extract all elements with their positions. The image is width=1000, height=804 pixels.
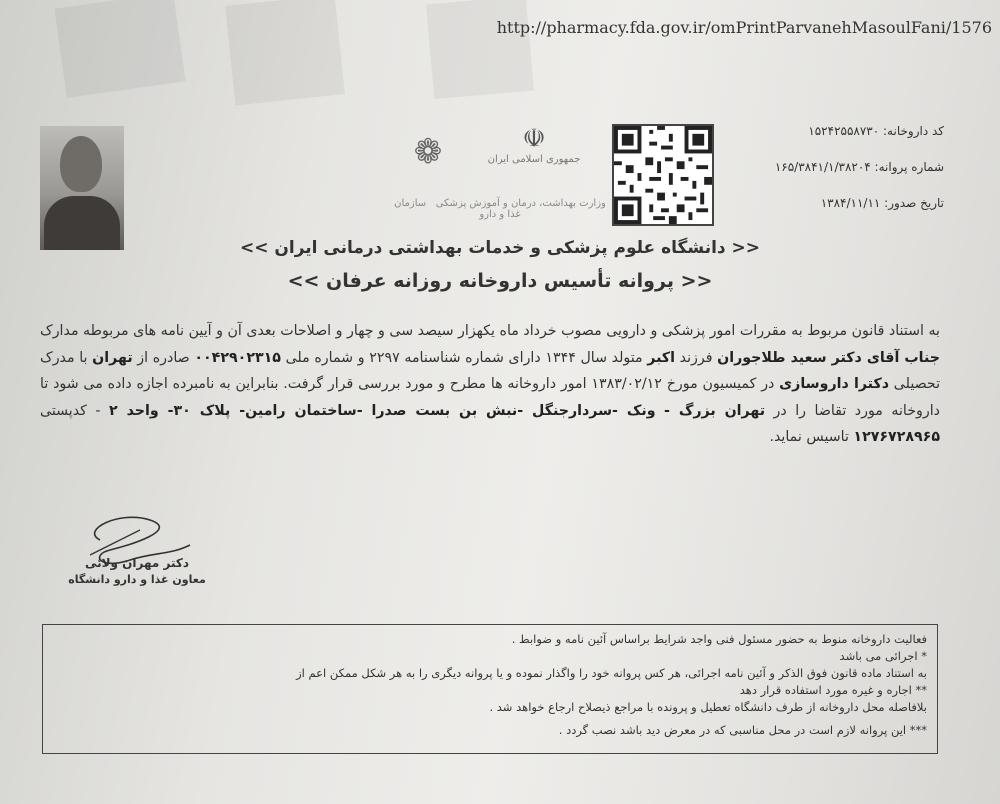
degree: دکترا داروسازی — [779, 376, 889, 393]
page-url: http://pharmacy.fda.gov.ir/omPrintParvanehMasoulFani/1576 — [496, 18, 992, 37]
portrait-photo — [40, 126, 124, 250]
tape-shadow — [54, 0, 185, 98]
license-body: به استناد قانون مربوط به مقررات امور پزشکی و دارویی مصوب خرداد ماه یکهزار سیصد سی و چهار و اصلاحات بعدی آن و آیین نامه های مربوطه مدارک جناب آقای دکتر سعید طلاجوران فرزند اکبر متولد سال ۱۳۴۴ دارای شماره شناسنامه ۲۲۹۷ و شماره ملی ۰۰۴۲۹۰۲۳۱۵ صادره از تهران با مدرک تحصیلی دکترا داروسازی در کمیسیون مورخ ۱۳۸۳/۰۲/۱۲ امور داروخانه ها مطرح و مورد بررسی قرار گرفت. بنابراین به نامبرده اجازه داده می شود تا داروخانه مورد تقاضا را در تهران بزرگ - ونک -سردارجنگل -نبش بن بست صدرا -ساختمان رامین- پلاک ۳۰- واحد ۲ - کدپستی ۱۲۷۶۷۲۸۹۶۵ تاسیس نماید. — [40, 323, 941, 446]
iran-emblem-icon: ☫ — [522, 124, 546, 154]
license-title: << پروانه تأسیس داروخانه روزانه عرفان >> — [287, 270, 713, 292]
ministry-logo — [468, 124, 600, 204]
fda-logo-icon: ❁ — [413, 132, 443, 172]
logo-country-text: جمهوری اسلامی ایران — [487, 154, 581, 165]
tape-shadow — [426, 0, 534, 99]
logo-fda-text: سازمان غذا و دارو — [394, 198, 521, 220]
body-line: به استناد قانون مربوط به مقررات امور پزشکی و دارویی مصوب خرداد ماه یکهزار سیصد سی و چهار و اصلاحات بعدی آن و آیین — [188, 323, 941, 339]
note-line: بلافاصله محل داروخانه از طرف دانشگاه تعطیل و پرونده با مراجع ذیصلاح ارجاع خواهد شد . — [489, 700, 927, 714]
note-line: * اجرائی می باشد — [839, 649, 927, 663]
signatory-name: دکتر مهران ولائی — [84, 556, 190, 570]
note-line: به استناد ماده قانون فوق الذکر و آئین نامه اجرائی، هر کس پروانه خود را واگذار نموده و یا پروانه دیگری را به هر شکل ممکن اعم از — [296, 666, 927, 680]
issue-date: تاریخ صدور: ۱۳۸۴/۱۱/۱۱ — [820, 196, 944, 210]
address: ونک -سردارجنگل -نبش بن بست صدرا -ساختمان رامین- پلاک ۳۰- واحد ۲ — [109, 402, 656, 419]
national-id: ۰۰۴۲۹۰۲۳۱۵ — [194, 349, 281, 366]
issued-city: تهران — [92, 349, 133, 366]
postal-code: ۱۲۷۶۷۲۸۹۶۵ — [853, 429, 940, 446]
note-line: *** این پروانه لازم است در محل مناسبی که در معرض دید باشد نصب گردد . — [558, 723, 927, 737]
pharmacy-code: کد داروخانه: ۱۵۲۴۲۵۵۸۷۳۰ — [808, 124, 944, 138]
license-number: شماره پروانه: ۱۶۵/۳۸۴۱/۱/۳۸۲۰۴ — [774, 160, 944, 174]
license-meta — [704, 122, 944, 230]
logo-ministry-text: وزارت بهداشت، درمان و آموزش پزشکی — [435, 198, 606, 209]
tape-shadow — [225, 0, 345, 105]
holder-name: جناب آقای دکتر سعید طلاجوران — [717, 349, 941, 366]
notes-box — [42, 624, 938, 754]
signatory-title: معاون غذا و دارو دانشگاه — [68, 573, 206, 586]
qr-code — [612, 124, 714, 226]
father-name: اکبر — [647, 349, 675, 366]
note-line: فعالیت داروخانه منوط به حضور مسئول فنی واجد شرایط براساس آئین نامه و ضوابط . — [511, 632, 927, 646]
note-line: ** اجاره و غیره مورد استفاده قرار دهد — [739, 683, 927, 697]
region: تهران بزرگ - — [664, 402, 766, 419]
university-title: << دانشگاه علوم پزشکی و خدمات بهداشتی درمانی ایران >> — [239, 238, 761, 258]
